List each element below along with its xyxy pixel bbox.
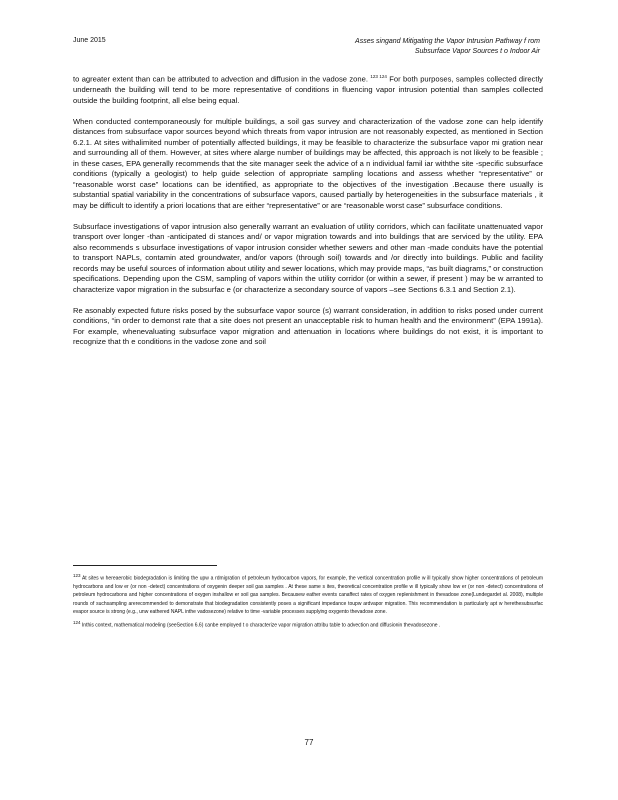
header-date: June 2015 — [73, 37, 106, 44]
footnotes — [73, 572, 543, 633]
footnote-number: 124 — [73, 620, 81, 626]
paragraph: When conducted contemporaneously for multiple buildings, a soil gas survey and characterization of the vadose zone can help identify distances from subsurface vapor sources beyond which threats from vapor intrusion are not reasonably expected, as mentioned in Section 6.2.1. At sites withalimited number of potentially affected buildings, it may be feasible to characterize the subsurface vapor mi gration near and surrounding all of them. However, at sites where alarge number of buildings may be affected, this approach is not likely to be feasible ; in these cases, EPA generally recommends that the site manager seek the advice of a n individual famil iar withthe site -specific subsurface conditions (typically a geologist) to help guide selection of appropriate sampling locations and assess whether “representative” or “reasonable worst case” locations can be identified, as appropriate to the objectives of the investigation .Because there usually is substantial spatial variability in the concentrations of subsurface vapors, caused partially by heterogeneities in the subsurface materials , it may be difficult to identify a priori locations that are either “representative” or are “reasonable worst case” subsurface conditions. — [73, 116, 543, 210]
main-text — [73, 72, 543, 358]
header-title-line1: Asses singand Mitigating the Vapor Intrusion Pathway f rom — [355, 38, 540, 45]
paragraph-text: to agreater extent than can be attributed to advection and diffusion in the vadose zone. — [73, 74, 368, 84]
footnote-number: 123 — [73, 573, 81, 578]
paragraph: Re asonably expected future risks posed by the subsurface vapor source (s) warrant consideration, in addition to risks posed under current conditions, “in order to demonst rate that a site does not present an unacceptable risk to human health and the environment” (EPA 1991a). For example, whenevaluating subsurface vapor migration and attenuation in locations where buildings do not exist, it is important to recognize that th e conditions in the vadose zone and soil — [73, 305, 543, 347]
footnote — [73, 572, 543, 616]
header-title-line2: Subsurface Vapor Sources t o Indoor Air — [414, 48, 540, 55]
footnote — [73, 619, 543, 630]
paragraph — [73, 72, 543, 106]
paragraph: Subsurface investigations of vapor intrusion also generally warrant an evaluation of utility corridors, which can facilitate unattenuated vapor transport over longer -than -anticipated di stances and/ or vapor migration towards and into buildings that are serviced by the utility. EPA also recommends s ubsurface investigations of vapor intrusion consider whether sewers and other man -made conduits have the potential to transport NAPLs, contamin ated groundwater, and/or vapors (through soil) towards and /or directly into buildings. Public and facility records may be useful sources of information about utility and sewer locations, which may provide maps, “as built diagrams,” or construction specifications. Depending upon the CSM, sampling of vapors within the utility corridor (or within a sewer, if present ) may be w arranted to characterize vapor migration in the subsurfac e (or characterize a secondary source of vapors –see Sections 6.3.1 and Section 2.1). — [73, 221, 543, 294]
footnote-text: Inthis context, mathematical modeling (seeSection 6.6) canbe employed t o characterize vapor migration attribu table to advection and diffusionin thevadosezone . — [81, 622, 441, 629]
footnote-divider — [73, 565, 217, 566]
page-number: 77 — [304, 738, 314, 747]
footnote-ref: 123 124 — [370, 74, 387, 79]
paragraph-text: For both purposes, samples collected directly underneath the building will tend to be more representative of conditions in fluencing vapor intrusion potential than samples collected outside the building footprint, all else being equal. — [73, 74, 543, 105]
header-title — [355, 37, 540, 57]
footnote-text: At sites w hereaerobic biodegradation is limiting the upw a rdmigration of petroleum hydrocarbon vapors, for example, the vertical concentration profile w ill typically show higher concentrations of petroleum hydrocarbons and low er (or non -detect) concentrations of oxygenin deeper soil gas samples . At these same s ites, theoretical concentration profile w ill typically show low er (or non -detect) concentrations of petroleum hydrocarbons and higher concentrations of oxygen inshallow er soil gas samples. Becausew eather events canaffect rates of oxygen replenishment in thevadose zone(Lundegardet al. 2008), multiple rounds of suchsampling arerecommended to demonstrate that biodegradation consistently poses a significant impedance toupw ardvapor migration. This recommendation is particularly apt w herethesubsurfac evapor source is strong (e.g., unw eathered NAPL inthe vadosezone) relative to time -variable processes supplying oxygento thevadose zone. — [73, 575, 543, 615]
